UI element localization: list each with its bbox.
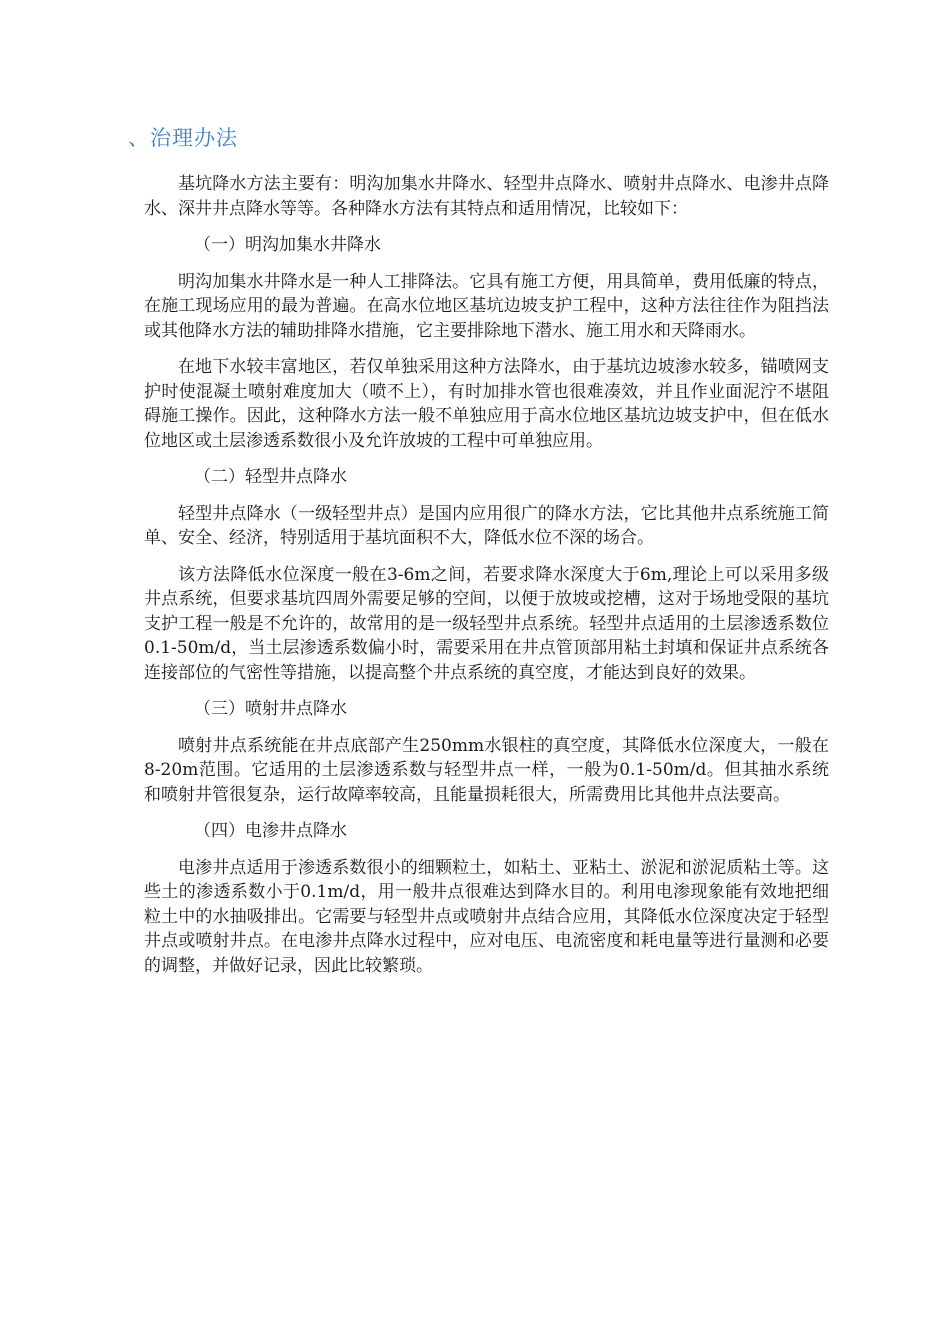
subheading-jet-wellpoint: （三）喷射井点降水 — [194, 699, 347, 719]
paragraph-ditch-sump-2: 在地下水较丰富地区，若仅单独采用这种方法降水，由于基坑边坡渗水较多，锚喷网支护时使混凝土喷射难度加大（喷不上），有时加排水管也很难凑效，并且作业面泥泞不堪阻碍施工操作。因此，这种降水方法一般不单独应用于高水位地区基坑边坡支护中，但在低水位地区或土层渗透系数很小及允许放坡的工程中可单独应用。 — [144, 357, 829, 451]
paragraph-light-wellpoint-2: 该方法降低水位深度一般在3-6m之间，若要求降水深度大于6m,理论上可以采用多级井点系统，但要求基坑四周外需要足够的空间，以便于放坡或挖槽，这对于场地受限的基坑支护工程一般是不允许的，故常用的是一级轻型井点系统。轻型井点适用的土层渗透系数位0.1-50m/d，当土层渗透系数偏小时，需要采用在井点管顶部用粘土封填和保证井点系统各连接部位的气密性等措施，以提高整个井点系统的真空度，才能达到良好的效果。 — [144, 564, 829, 683]
subheading-ditch-sump: （一）明沟加集水井降水 — [194, 235, 381, 255]
subheading-light-wellpoint: （二）轻型井点降水 — [194, 467, 347, 487]
paragraph-electroosmotic-wellpoint: 电渗井点适用于渗透系数很小的细颗粒土，如粘土、亚粘土、淤泥和淤泥质粘土等。这些土的渗透系数小于0.1m/d，用一般井点很难达到降水目的。利用电渗现象能有效地把细粒土中的水抽吸排出。它需要与轻型井点或喷射井点结合应用，其降低水位深度决定于轻型井点或喷射井点。在电渗井点降水过程中，应对电压、电流密度和耗电量等进行量测和必要的调整，并做好记录，因此比较繁琐。 — [144, 857, 829, 976]
paragraph-light-wellpoint-1: 轻型井点降水（一级轻型井点）是国内应用很广的降水方法，它比其他井点系统施工简单、安全、经济，特别适用于基坑面积不大，降低水位不深的场合。 — [144, 503, 829, 548]
subheading-electroosmotic-wellpoint: （四）电渗井点降水 — [194, 821, 347, 841]
paragraph-jet-wellpoint: 喷射井点系统能在井点底部产生250mm水银柱的真空度，其降低水位深度大，一般在8-20m范围。它适用的土层渗透系数与轻型井点一样，一般为0.1-50m/d。但其抽水系统和喷射井管很复杂，运行故障率较高，且能量损耗很大，所需费用比其他井点法要高。 — [144, 735, 829, 805]
body-text — [144, 172, 829, 990]
paragraph-ditch-sump-1: 明沟加集水井降水是一种人工排降法。它具有施工方便，用具简单，费用低廉的特点，在施工现场应用的最为普遍。在高水位地区基坑边坡支护工程中，这种方法往往作为阻挡法或其他降水方法的辅助排降水措施，它主要排除地下潜水、施工用水和天降雨水。 — [144, 271, 829, 341]
paragraph-intro: 基坑降水方法主要有：明沟加集水井降水、轻型井点降水、喷射井点降水、电渗井点降水、深井井点降水等等。各种降水方法有其特点和适用情况，比较如下： — [144, 174, 829, 219]
section-heading: 、治理办法 — [128, 126, 238, 150]
